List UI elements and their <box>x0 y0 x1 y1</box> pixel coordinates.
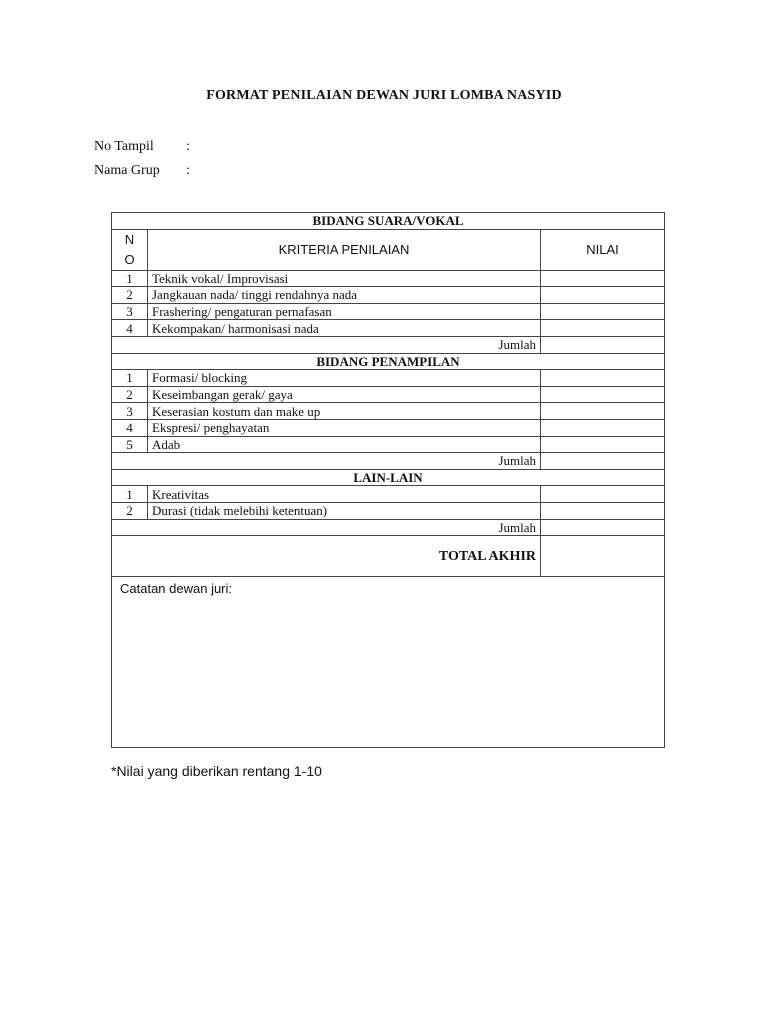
row-number: 3 <box>112 303 148 320</box>
row-score-cell[interactable] <box>541 270 665 287</box>
column-header-row <box>112 229 665 270</box>
table-row <box>112 320 665 337</box>
notes-row <box>112 577 665 748</box>
row-score-cell[interactable] <box>541 370 665 387</box>
section-header-row <box>112 469 665 486</box>
section-title: LAIN-LAIN <box>112 469 665 486</box>
row-criteria: Jangkauan nada/ tinggi rendahnya nada <box>148 287 541 304</box>
table-row <box>112 403 665 420</box>
footnote: *Nilai yang diberikan rentang 1-10 <box>111 763 322 779</box>
row-criteria: Kreativitas <box>148 486 541 503</box>
row-number: 1 <box>112 370 148 387</box>
row-score-cell[interactable] <box>541 436 665 453</box>
table-row <box>112 303 665 320</box>
row-criteria: Kekompakan/ harmonisasi nada <box>148 320 541 337</box>
row-score-cell[interactable] <box>541 502 665 519</box>
subtotal-label: Jumlah <box>112 453 541 470</box>
row-criteria: Ekspresi/ penghayatan <box>148 419 541 436</box>
section-header-row <box>112 353 665 370</box>
subtotal-score-cell[interactable] <box>541 453 665 470</box>
row-number: 1 <box>112 486 148 503</box>
subtotal-score-cell[interactable] <box>541 519 665 536</box>
row-criteria: Keseimbangan gerak/ gaya <box>148 386 541 403</box>
row-score-cell[interactable] <box>541 486 665 503</box>
section-title: BIDANG PENAMPILAN <box>112 353 665 370</box>
table-row <box>112 486 665 503</box>
subtotal-label: Jumlah <box>112 519 541 536</box>
field-label: Nama Grup <box>94 163 160 178</box>
column-header-criteria: KRITERIA PENILAIAN <box>148 229 541 270</box>
field-colon: : <box>186 163 190 178</box>
notes-label: Catatan dewan juri: <box>120 581 233 597</box>
row-criteria: Durasi (tidak melebihi ketentuan) <box>148 502 541 519</box>
row-score-cell[interactable] <box>541 303 665 320</box>
row-criteria: Keserasian kostum dan make up <box>148 403 541 420</box>
section-header-row <box>112 213 665 230</box>
table-row <box>112 370 665 387</box>
row-score-cell[interactable] <box>541 320 665 337</box>
row-score-cell[interactable] <box>541 386 665 403</box>
row-number: 3 <box>112 403 148 420</box>
field-label: No Tampil <box>94 139 154 154</box>
row-criteria: Teknik vokal/ Improvisasi <box>148 270 541 287</box>
table-row <box>112 419 665 436</box>
table-row <box>112 270 665 287</box>
row-number: 2 <box>112 502 148 519</box>
row-number: 4 <box>112 320 148 337</box>
row-score-cell[interactable] <box>541 403 665 420</box>
table-row <box>112 436 665 453</box>
field-no-tampil <box>94 139 190 155</box>
total-label: TOTAL AKHIR <box>112 536 541 577</box>
document-title: FORMAT PENILAIAN DEWAN JURI LOMBA NASYID <box>206 88 562 103</box>
row-number: 5 <box>112 436 148 453</box>
field-nama-grup <box>94 163 190 179</box>
total-row <box>112 536 665 577</box>
subtotal-label: Jumlah <box>112 336 541 353</box>
row-number: 2 <box>112 386 148 403</box>
row-criteria: Adab <box>148 436 541 453</box>
column-header-no: N O <box>112 229 148 270</box>
subtotal-score-cell[interactable] <box>541 336 665 353</box>
row-score-cell[interactable] <box>541 419 665 436</box>
notes-area[interactable] <box>112 577 665 748</box>
total-score-cell[interactable] <box>541 536 665 577</box>
column-header-value: NILAI <box>541 229 665 270</box>
section-title: BIDANG SUARA/VOKAL <box>112 213 665 230</box>
row-number: 1 <box>112 270 148 287</box>
subtotal-row <box>112 453 665 470</box>
assessment-table <box>111 212 665 748</box>
field-colon: : <box>186 139 190 154</box>
row-number: 4 <box>112 419 148 436</box>
table-row <box>112 287 665 304</box>
row-number: 2 <box>112 287 148 304</box>
row-criteria: Formasi/ blocking <box>148 370 541 387</box>
subtotal-row <box>112 336 665 353</box>
row-criteria: Frashering/ pengaturan pernafasan <box>148 303 541 320</box>
table-row <box>112 502 665 519</box>
table-row <box>112 386 665 403</box>
row-score-cell[interactable] <box>541 287 665 304</box>
subtotal-row <box>112 519 665 536</box>
